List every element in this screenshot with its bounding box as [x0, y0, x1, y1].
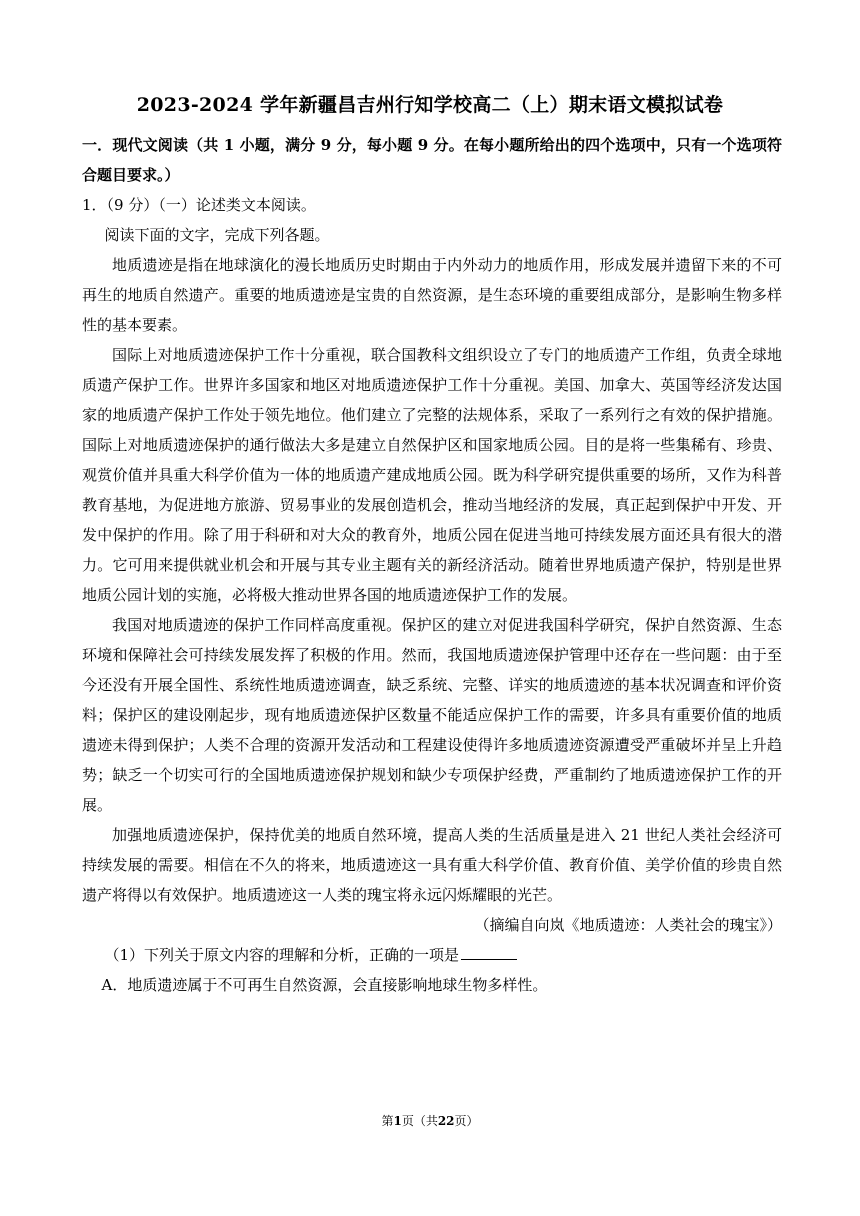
reading-instruction: 阅读下面的文字，完成下列各题。 [104, 226, 330, 244]
answer-blank[interactable] [461, 943, 517, 960]
passage-source: （摘编自向岚《地质遗迹：人类社会的瑰宝》） [474, 916, 782, 934]
sub-question-text: （1）下列关于原文内容的理解和分析，正确的一项是 [104, 946, 460, 964]
footer-suffix: 页） [454, 1114, 479, 1128]
page-content [82, 130, 782, 1000]
passage-paragraph-1: 地质遗迹是指在地球演化的漫长地质历史时期由于内外动力的地质作用，形成发展并遗留下来的不可再生的地质自然遗产。重要的地质遗迹是宝贵的自然资源，是生态环境的重要组成部分，是影响生物多样性的基本要素。 [82, 256, 782, 334]
passage-paragraph-2: 国际上对地质遗迹保护工作十分重视，联合国教科文组织设立了专门的地质遗产工作组，负责全球地质遗产保护工作。世界许多国家和地区对地质遗迹保护工作十分重视。美国、加拿大、英国等经济发达国家的地质遗产保护工作处于领先地位。他们建立了完整的法规体系，采取了一系列行之有效的保护措施。国际上对地质遗迹保护的通行做法大多是建立自然保护区和国家地质公园。目的是将一些集稀有、珍贵、观赏价值并具重大科学价值为一体的地质遗产建成地质公园。既为科学研究提供重要的场所，又作为科普教育基地，为促进地方旅游、贸易事业的发展创造机会，推动当地经济的发展，真正起到保护中开发、开发中保护的作用。除了用于科研和对大众的教育外，地质公园在促进当地可持续发展方面还具有很大的潜力。它可用来提供就业机会和开展与其专业主题有关的新经济活动。随着世界地质遗产保护，特别是世界地质公园计划的实施，必将极大推动世界各国的地质遗迹保护工作的发展。 [82, 346, 782, 604]
footer-middle: 页（共 [401, 1114, 438, 1128]
sub-question-1 [82, 940, 782, 970]
footer-prefix: 第 [381, 1114, 394, 1128]
section-heading: 一．现代文阅读（共 1 小题，满分 9 分，每小题 9 分。在每小题所给出的四个选项中，只有一个选项符合题目要求。） [82, 136, 782, 184]
passage-paragraph-3: 我国对地质遗迹的保护工作同样高度重视。保护区的建立对促进我国科学研究，保护自然资源、生态环境和保障社会可持续发展发挥了积极的作用。然而，我国地质遗迹保护管理中还存在一些问题：由于至今还没有开展全国性、系统性地质遗迹调查，缺乏系统、完整、详实的地质遗迹的基本状况调查和评价资料；保护区的建设刚起步，现有地质遗迹保护区数量不能适应保护工作的需要，许多具有重要价值的地质遗迹未得到保护；人类不合理的资源开发活动和工程建设使得许多地质遗迹资源遭受严重破坏并呈上升趋势；缺乏一个切实可行的全国地质遗迹保护规划和缺少专项保护经费，严重制约了地质遗迹保护工作的开展。 [82, 616, 782, 814]
footer-total-pages: 22 [437, 1114, 455, 1128]
page-title: 2023-2024 学年新疆昌吉州行知学校高二（上）期末语文模拟试卷 [136, 94, 724, 116]
passage-paragraph-4: 加强地质遗迹保护，保持优美的地质自然环境，提高人类的生活质量是进入 21 世纪人类社会经济可持续发展的需要。相信在不久的将来，地质遗迹这一具有重大科学价值、教育价值、美学价值的珍贵自然遗产将得以有效保护。地质遗迹这一人类的瑰宝将永远闪烁耀眼的光芒。 [82, 826, 782, 904]
page-footer [0, 1112, 860, 1129]
footer-page-number: 1 [393, 1114, 402, 1128]
option-a: A．地质遗迹属于不可再生自然资源，会直接影响地球生物多样性。 [101, 976, 548, 994]
question-label: 1．（9 分）（一）论述类文本阅读。 [82, 196, 316, 214]
